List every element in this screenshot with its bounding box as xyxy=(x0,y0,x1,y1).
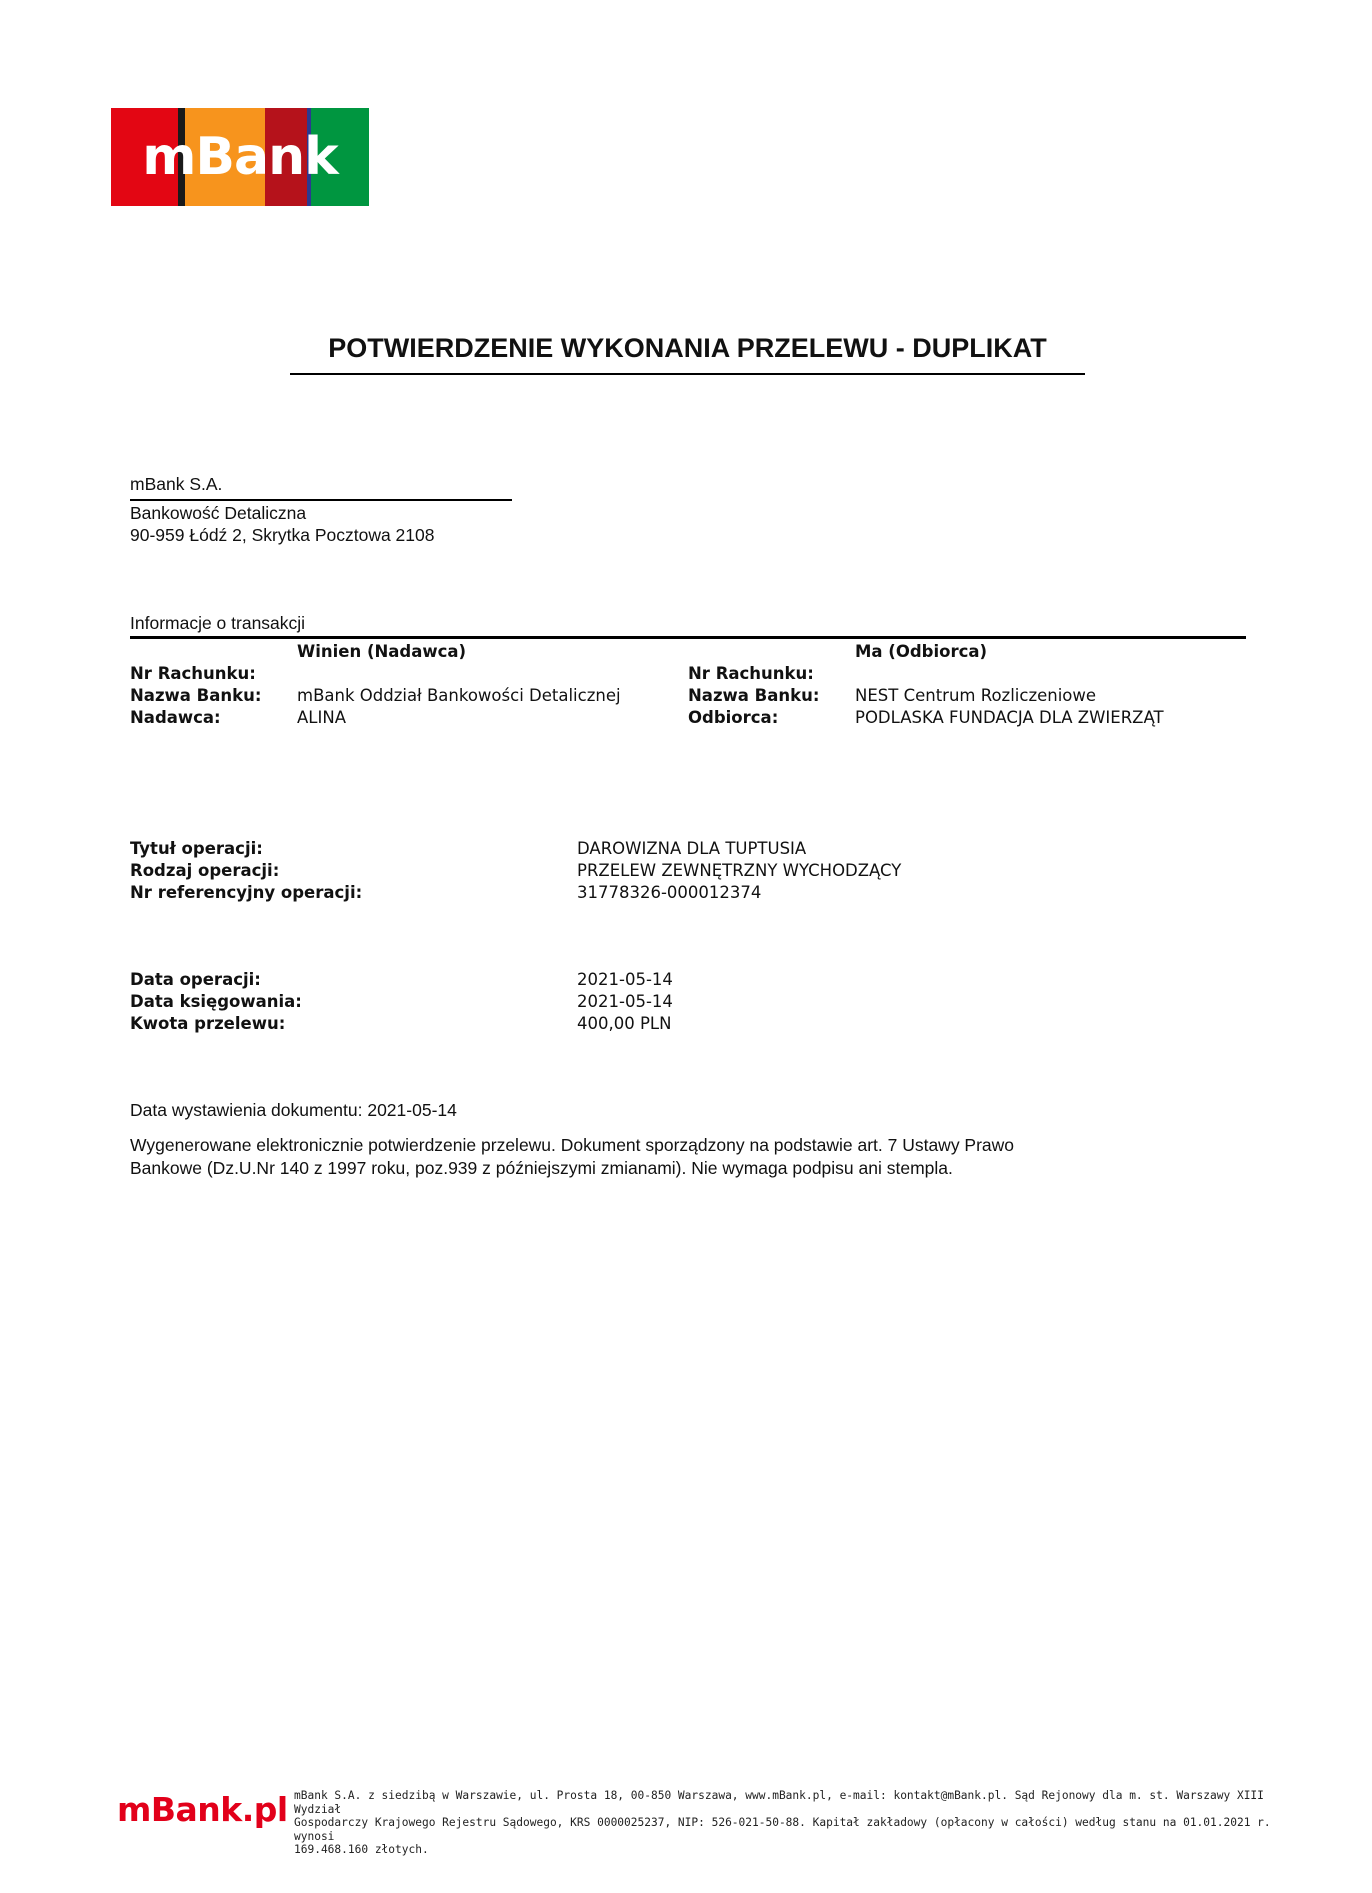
amount-label: Kwota przelewu: xyxy=(130,1014,286,1033)
document-title: POTWIERDZENIE WYKONANIA PRZELEWU - DUPLIKAT xyxy=(328,333,1047,363)
title-underline xyxy=(290,373,1085,375)
bank-name: mBank S.A. xyxy=(130,474,223,494)
bank-address: 90-959 Łódź 2, Skrytka Pocztowa 2108 xyxy=(130,525,435,545)
footer-line-3: 169.468.160 złotych. xyxy=(294,1843,429,1856)
op-date-label: Data operacji: xyxy=(130,970,261,989)
sender-account-label: Nr Rachunku: xyxy=(130,664,256,683)
footer-line-1: mBank S.A. z siedzibą w Warszawie, ul. Prosta 18, 00-850 Warszawa, www.mBank.pl, e-mail: kontakt@mBank.pl. Sąd Rejonowy dla m. st. Warszawy XIII Wydział xyxy=(294,1789,1264,1816)
operation-ref-label: Nr referencyjny operacji: xyxy=(130,883,363,902)
sender-bank-label: Nazwa Banku: xyxy=(130,686,262,705)
book-date-value: 2021-05-14 xyxy=(577,992,673,1011)
footer-line-2: Gospodarczy Krajowego Rejestru Sądowego, KRS 0000025237, NIP: 526-021-50-88. Kapitał zakładowy (opłacony w całości) według stanu na 01.01.2021 r. wynosi xyxy=(294,1816,1271,1843)
operation-ref-value: 31778326-000012374 xyxy=(577,883,762,902)
sender-bank-value: mBank Oddział Bankowości Detalicznej xyxy=(297,686,621,705)
receiver-bank-label: Nazwa Banku: xyxy=(688,686,820,705)
sender-party-value: ALINA xyxy=(297,708,346,727)
book-date-label: Data księgowania: xyxy=(130,992,302,1011)
operation-type-label: Rodzaj operacji: xyxy=(130,861,280,880)
logo-wordmark: mBank xyxy=(142,127,338,187)
issue-date: Data wystawienia dokumentu: 2021-05-14 xyxy=(130,1100,457,1120)
receiver-party-label: Odbiorca: xyxy=(688,708,779,727)
receiver-account-label: Nr Rachunku: xyxy=(688,664,814,683)
operation-title-value: DAROWIZNA DLA TUPTUSIA xyxy=(577,839,807,858)
footer-logo: mBank.pl xyxy=(117,1790,288,1829)
receiver-party-value: PODLASKA FUNDACJA DLA ZWIERZĄT xyxy=(855,708,1164,727)
receiver-bank-value: NEST Centrum Rozliczeniowe xyxy=(855,686,1097,705)
mbank-logo xyxy=(111,108,369,206)
operation-type-value: PRZELEW ZEWNĘTRZNY WYCHODZĄCY xyxy=(577,861,902,880)
section-label: Informacje o transakcji xyxy=(130,613,306,633)
receiver-heading: Ma (Odbiorca) xyxy=(855,642,988,661)
sender-heading: Winien (Nadawca) xyxy=(297,642,467,661)
amount-value: 400,00 PLN xyxy=(577,1014,672,1033)
section-divider xyxy=(130,636,1246,639)
sender-party-label: Nadawca: xyxy=(130,708,221,727)
legal-note-line-2: Bankowe (Dz.U.Nr 140 z 1997 roku, poz.939 z późniejszymi zmianami). Nie wymaga podpisu ani stempla. xyxy=(130,1158,953,1178)
bank-division: Bankowość Detaliczna xyxy=(130,503,307,523)
bank-divider xyxy=(130,499,512,501)
op-date-value: 2021-05-14 xyxy=(577,970,673,989)
legal-note-line-1: Wygenerowane elektronicznie potwierdzenie przelewu. Dokument sporządzony na podstawie art. 7 Ustawy Prawo xyxy=(130,1135,1015,1155)
operation-title-label: Tytuł operacji: xyxy=(130,839,263,858)
footer-legal-text xyxy=(294,1789,1279,1857)
